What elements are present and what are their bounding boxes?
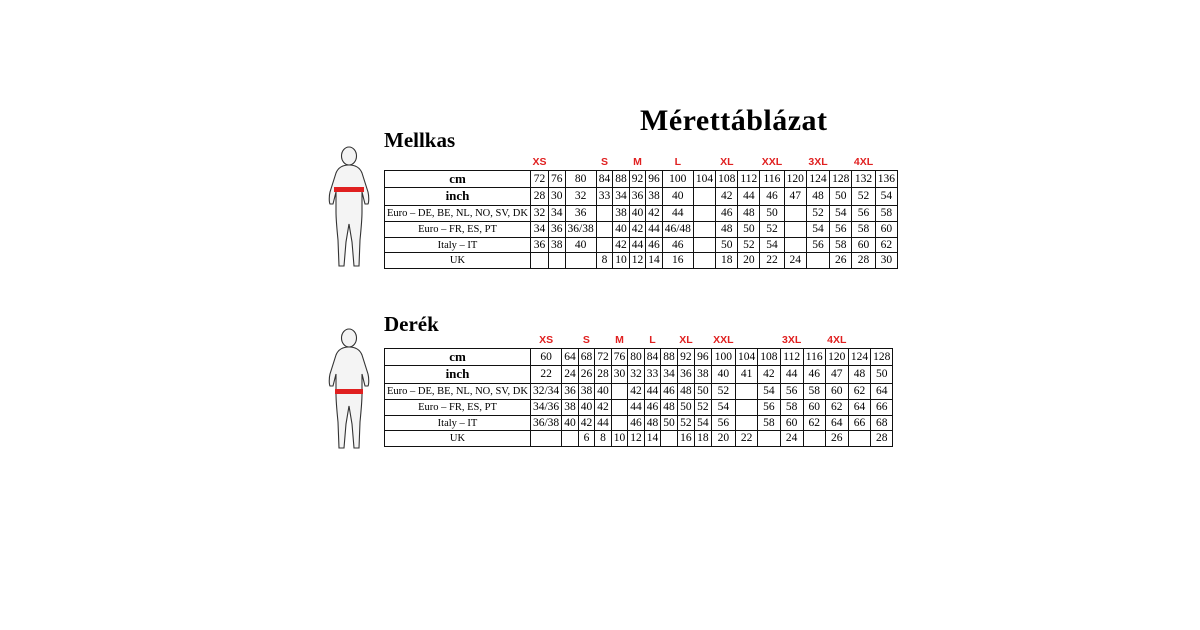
cell-value: 24 [562, 366, 579, 384]
cell-value: 58 [830, 237, 852, 253]
section-heading-chest: Mellkas [384, 128, 456, 152]
size-label-corner [385, 156, 531, 170]
cell-value: 12 [628, 431, 645, 447]
size-label-corner [385, 334, 531, 348]
size-label-xs: XS [532, 156, 547, 168]
cell-value: 44 [644, 383, 661, 399]
table-row [385, 348, 893, 366]
cell-value: 64 [848, 399, 870, 415]
cell-value: 8 [595, 431, 612, 447]
cell-empty [611, 399, 628, 415]
table-chest-body [385, 156, 898, 269]
cell-value: 44 [595, 415, 612, 431]
cell-value: 32 [530, 205, 548, 221]
cell-value: 50 [661, 415, 678, 431]
cell-value: 116 [760, 170, 784, 188]
cell-value: 50 [830, 188, 852, 206]
cell-value: 28 [595, 366, 612, 384]
cell-value: 62 [875, 237, 897, 253]
cell-empty [611, 415, 628, 431]
cell-empty [784, 221, 806, 237]
cell-value: 58 [758, 415, 780, 431]
cell-value: 22 [760, 253, 784, 269]
cell-value: 48 [806, 188, 829, 206]
cell-value: 10 [611, 431, 628, 447]
cell-value: 41 [736, 366, 758, 384]
cell-empty [530, 253, 548, 269]
cell-value: 108 [758, 348, 780, 366]
cell-value: 66 [848, 415, 870, 431]
cell-value: 46 [760, 188, 784, 206]
cell-value: 50 [871, 366, 893, 384]
cell-value: 30 [611, 366, 628, 384]
cell-value: 52 [711, 383, 735, 399]
cell-value: 120 [784, 170, 806, 188]
cell-value: 88 [661, 348, 678, 366]
cell-value: 80 [565, 170, 596, 188]
size-label-xl: XL [679, 334, 693, 346]
row-label: UK [385, 431, 531, 447]
table-row [385, 170, 898, 188]
cell-value: 60 [530, 348, 561, 366]
cell-empty [530, 431, 561, 447]
table-row [385, 399, 893, 415]
cell-value: 60 [780, 415, 803, 431]
cell-value: 34 [613, 188, 630, 206]
cell-value: 48 [661, 399, 678, 415]
cell-value: 128 [830, 170, 852, 188]
cell-value: 54 [695, 415, 712, 431]
cell-empty [736, 383, 758, 399]
male-figure-waist-highlight [322, 328, 376, 452]
cell-value: 38 [578, 383, 595, 399]
size-label-spacer [875, 156, 897, 170]
size-label-xxl: XXL [761, 156, 783, 168]
size-label-spacer [848, 334, 870, 348]
cell-value: 58 [875, 205, 897, 221]
row-label: Italy – IT [385, 415, 531, 431]
cell-value: 40 [562, 415, 579, 431]
page-title: Mérettáblázat [640, 104, 828, 137]
cell-value: 24 [784, 253, 806, 269]
cell-value: 48 [677, 383, 694, 399]
cell-empty [736, 415, 758, 431]
cell-value: 50 [760, 205, 784, 221]
cell-value: 42 [613, 237, 630, 253]
table-waist-body [385, 334, 893, 447]
cell-value: 128 [871, 348, 893, 366]
cell-empty [611, 383, 628, 399]
cell-value: 46 [661, 383, 678, 399]
cell-value: 92 [677, 348, 694, 366]
cell-empty [848, 431, 870, 447]
cell-value: 66 [871, 399, 893, 415]
cell-value: 56 [806, 237, 829, 253]
cell-value: 104 [693, 170, 715, 188]
size-label-spacer [661, 334, 678, 348]
size-label-4xl: 4XL [827, 334, 847, 346]
table-row [385, 221, 898, 237]
size-label-3xl: 3XL [782, 334, 802, 346]
cell-value: 14 [646, 253, 663, 269]
cell-value: 6 [578, 431, 595, 447]
row-label: cm [385, 170, 531, 188]
cell-value: 28 [852, 253, 875, 269]
cell-value: 64 [562, 348, 579, 366]
cell-value: 38 [695, 366, 712, 384]
cell-value: 44 [738, 188, 760, 206]
cell-value: 44 [629, 237, 646, 253]
cell-value: 54 [830, 205, 852, 221]
cell-value: 40 [629, 205, 646, 221]
table-row [385, 415, 893, 431]
cell-value: 80 [628, 348, 645, 366]
size-label-spacer [549, 156, 566, 170]
cell-empty [803, 431, 825, 447]
cell-empty [562, 431, 579, 447]
cell-value: 64 [871, 383, 893, 399]
cell-value: 68 [578, 348, 595, 366]
size-label-spacer [784, 156, 806, 170]
size-label-spacer [758, 334, 780, 348]
cell-value: 42 [578, 415, 595, 431]
cell-value: 38 [562, 399, 579, 415]
cell-value: 14 [644, 431, 661, 447]
cell-value: 50 [695, 383, 712, 399]
cell-value: 56 [852, 205, 875, 221]
size-label-m: M [633, 156, 642, 168]
cell-value: 40 [565, 237, 596, 253]
table-row [385, 205, 898, 221]
cell-value: 22 [530, 366, 561, 384]
cell-value: 36/38 [565, 221, 596, 237]
cell-value: 44 [646, 221, 663, 237]
row-label: Euro – DE, BE, NL, NO, SV, DK [385, 383, 531, 399]
cell-value: 34 [530, 221, 548, 237]
cell-value: 38 [549, 237, 566, 253]
cell-value: 58 [780, 399, 803, 415]
cell-value: 46 [803, 366, 825, 384]
cell-value: 100 [662, 170, 693, 188]
cell-value: 54 [875, 188, 897, 206]
cell-value: 52 [760, 221, 784, 237]
size-label-xl: XL [720, 156, 734, 168]
size-label-xxl: XXL [713, 334, 734, 346]
cell-value: 42 [595, 399, 612, 415]
cell-value: 47 [825, 366, 848, 384]
cell-empty [758, 431, 780, 447]
cell-value: 36 [562, 383, 579, 399]
cell-value: 124 [848, 348, 870, 366]
size-label-xs: XS [539, 334, 554, 346]
table-row [385, 431, 893, 447]
cell-value: 36 [565, 205, 596, 221]
table-row [385, 366, 893, 384]
cell-value: 52 [852, 188, 875, 206]
cell-value: 26 [578, 366, 595, 384]
cell-value: 50 [677, 399, 694, 415]
cell-value: 60 [852, 237, 875, 253]
table-row [385, 188, 898, 206]
cell-value: 12 [629, 253, 646, 269]
cell-value: 18 [695, 431, 712, 447]
size-label-spacer [738, 156, 760, 170]
cell-value: 50 [738, 221, 760, 237]
cell-value: 62 [825, 399, 848, 415]
cell-value: 38 [646, 188, 663, 206]
cell-value: 120 [825, 348, 848, 366]
cell-value: 52 [738, 237, 760, 253]
size-label-l: L [674, 156, 682, 168]
cell-value: 96 [695, 348, 712, 366]
cell-value: 32/34 [530, 383, 561, 399]
row-label: inch [385, 188, 531, 206]
size-label-row [385, 156, 898, 170]
cell-value: 34 [549, 205, 566, 221]
cell-value: 136 [875, 170, 897, 188]
cell-value: 50 [716, 237, 738, 253]
cell-value: 46/48 [662, 221, 693, 237]
cell-value: 84 [596, 170, 613, 188]
size-label-s: S [600, 156, 608, 168]
cell-value: 44 [662, 205, 693, 221]
cell-value: 48 [848, 366, 870, 384]
cell-value: 48 [716, 221, 738, 237]
size-label-l: L [649, 334, 656, 346]
cell-value: 42 [646, 205, 663, 221]
size-label-spacer [693, 156, 715, 170]
cell-value: 16 [662, 253, 693, 269]
cell-value: 58 [852, 221, 875, 237]
cell-empty [549, 253, 566, 269]
row-label: UK [385, 253, 531, 269]
cell-value: 76 [611, 348, 628, 366]
cell-value: 24 [780, 431, 803, 447]
section-heading-waist: Derék [384, 312, 439, 336]
cell-value: 46 [646, 237, 663, 253]
cell-value: 72 [530, 170, 548, 188]
cell-value: 62 [848, 383, 870, 399]
cell-value: 54 [806, 221, 829, 237]
cell-empty [693, 237, 715, 253]
cell-value: 30 [549, 188, 566, 206]
table-waist [384, 334, 893, 447]
cell-value: 62 [803, 415, 825, 431]
cell-empty [596, 205, 613, 221]
size-label-spacer [595, 334, 612, 348]
cell-value: 42 [628, 383, 645, 399]
cell-empty [784, 237, 806, 253]
cell-value: 40 [613, 221, 630, 237]
cell-value: 26 [830, 253, 852, 269]
cell-value: 54 [711, 399, 735, 415]
cell-value: 56 [830, 221, 852, 237]
cell-value: 18 [716, 253, 738, 269]
size-label-s: S [582, 334, 590, 346]
cell-value: 40 [662, 188, 693, 206]
cell-empty [596, 237, 613, 253]
cell-value: 48 [644, 415, 661, 431]
size-label-spacer [562, 334, 579, 348]
cell-value: 92 [629, 170, 646, 188]
cell-value: 46 [662, 237, 693, 253]
cell-value: 36 [677, 366, 694, 384]
cell-value: 33 [644, 366, 661, 384]
cell-value: 33 [596, 188, 613, 206]
row-label: Euro – FR, ES, PT [385, 221, 531, 237]
cell-value: 40 [595, 383, 612, 399]
table-row [385, 253, 898, 269]
cell-value: 96 [646, 170, 663, 188]
cell-value: 76 [549, 170, 566, 188]
cell-value: 46 [716, 205, 738, 221]
cell-value: 132 [852, 170, 875, 188]
cell-value: 60 [803, 399, 825, 415]
cell-value: 56 [780, 383, 803, 399]
cell-empty [661, 431, 678, 447]
size-label-3xl: 3XL [808, 156, 828, 168]
row-label: cm [385, 348, 531, 366]
cell-value: 46 [644, 399, 661, 415]
cell-empty [693, 205, 715, 221]
table-row [385, 237, 898, 253]
cell-empty [693, 188, 715, 206]
row-label: Italy – IT [385, 237, 531, 253]
cell-value: 20 [738, 253, 760, 269]
cell-value: 54 [758, 383, 780, 399]
cell-value: 112 [780, 348, 803, 366]
cell-value: 44 [628, 399, 645, 415]
cell-value: 64 [825, 415, 848, 431]
cell-value: 26 [825, 431, 848, 447]
cell-empty [565, 253, 596, 269]
size-label-spacer [871, 334, 893, 348]
cell-value: 88 [613, 170, 630, 188]
cell-empty [693, 221, 715, 237]
size-label-m: M [615, 334, 624, 346]
cell-value: 36 [629, 188, 646, 206]
cell-value: 30 [875, 253, 897, 269]
cell-value: 124 [806, 170, 829, 188]
size-label-spacer [646, 156, 663, 170]
cell-empty [693, 253, 715, 269]
cell-value: 116 [803, 348, 825, 366]
table-row [385, 383, 893, 399]
cell-value: 56 [711, 415, 735, 431]
cell-value: 48 [738, 205, 760, 221]
row-label: inch [385, 366, 531, 384]
cell-empty [806, 253, 829, 269]
size-label-4xl: 4XL [853, 156, 874, 168]
male-figure-chest-highlight [322, 146, 376, 272]
cell-value: 42 [629, 221, 646, 237]
cell-value: 20 [711, 431, 735, 447]
size-label-row [385, 334, 893, 348]
cell-value: 52 [806, 205, 829, 221]
cell-value: 40 [711, 366, 735, 384]
cell-value: 10 [613, 253, 630, 269]
size-label-spacer [803, 334, 825, 348]
cell-value: 112 [738, 170, 760, 188]
size-label-spacer [736, 334, 758, 348]
cell-value: 36 [530, 237, 548, 253]
cell-value: 8 [596, 253, 613, 269]
cell-value: 34 [661, 366, 678, 384]
size-label-spacer [830, 156, 852, 170]
cell-value: 60 [825, 383, 848, 399]
cell-value: 58 [803, 383, 825, 399]
cell-empty [736, 399, 758, 415]
cell-value: 84 [644, 348, 661, 366]
row-label: Euro – DE, BE, NL, NO, SV, DK [385, 205, 531, 221]
cell-value: 34/36 [530, 399, 561, 415]
cell-value: 36/38 [530, 415, 561, 431]
cell-value: 68 [871, 415, 893, 431]
cell-value: 42 [716, 188, 738, 206]
cell-value: 100 [711, 348, 735, 366]
cell-value: 52 [677, 415, 694, 431]
cell-value: 28 [530, 188, 548, 206]
cell-value: 104 [736, 348, 758, 366]
cell-value: 56 [758, 399, 780, 415]
cell-value: 44 [780, 366, 803, 384]
cell-value: 72 [595, 348, 612, 366]
cell-value: 36 [549, 221, 566, 237]
size-label-spacer [565, 156, 596, 170]
cell-value: 54 [760, 237, 784, 253]
cell-value: 47 [784, 188, 806, 206]
cell-value: 52 [695, 399, 712, 415]
cell-empty [784, 205, 806, 221]
cell-value: 22 [736, 431, 758, 447]
table-chest [384, 156, 898, 269]
cell-value: 16 [677, 431, 694, 447]
cell-value: 108 [716, 170, 738, 188]
cell-value: 32 [565, 188, 596, 206]
size-label-spacer [695, 334, 712, 348]
cell-value: 60 [875, 221, 897, 237]
cell-value: 28 [871, 431, 893, 447]
cell-value: 46 [628, 415, 645, 431]
row-label: Euro – FR, ES, PT [385, 399, 531, 415]
cell-value: 32 [628, 366, 645, 384]
cell-value: 42 [758, 366, 780, 384]
size-label-spacer [613, 156, 630, 170]
cell-empty [596, 221, 613, 237]
cell-value: 40 [578, 399, 595, 415]
cell-value: 38 [613, 205, 630, 221]
size-label-spacer [628, 334, 645, 348]
